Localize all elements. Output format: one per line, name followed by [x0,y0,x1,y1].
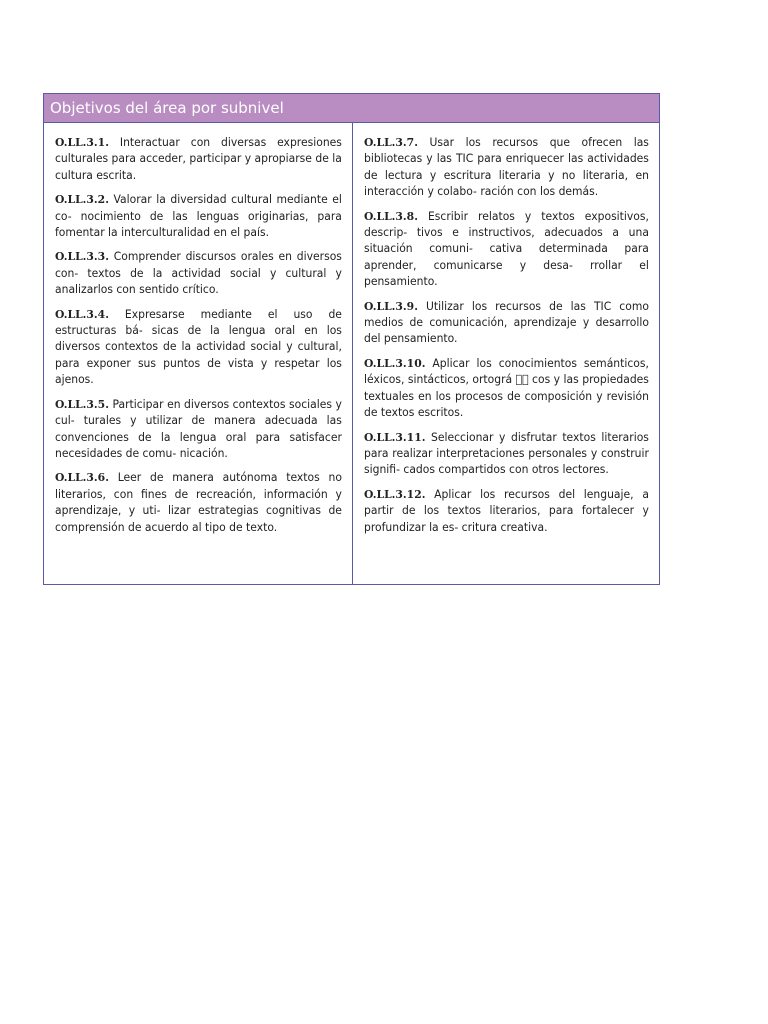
objective-text: Expresarse mediante el uso de estructuras bá- sicas de la lengua oral en los diversos contextos de la actividad social y cultural, para exponer sus puntos de vista y respetar los ajenos. [55,306,342,387]
objective-item [364,486,649,535]
objective-code: O.LL.3.2. [55,192,109,207]
objective-item [364,134,649,200]
objective-text: Aplicar los recursos del lenguaje, a partir de los textos literarios, para fortalecer y profundizar la es- critura creativa. [364,486,649,534]
objective-item [364,208,649,290]
objectives-table [43,93,660,585]
right-column [353,123,659,584]
objective-text: Comprender discursos orales en diversos con- textos de la actividad social y cultural y analizarlos con sentido crítico. [55,249,342,297]
objective-code: O.LL.3.3. [55,249,109,264]
objective-code: O.LL.3.10. [364,355,426,370]
objective-code: O.LL.3.12. [364,486,426,501]
objective-item [55,469,342,535]
objective-code: O.LL.3.1. [55,135,109,149]
objective-item [364,355,649,421]
objective-code: O.LL.3.7. [364,135,418,149]
objective-text: Utilizar los recursos de las TIC como medios de comunicación, aprendizaje y desarrollo del pensamiento. [364,298,649,346]
objective-code: O.LL.3.5. [55,396,109,411]
objective-text: Participar en diversos contextos sociales y cul- turales y utilizar de manera adecuada las convenciones de la lengua oral para satisfacer necesidades de comu- nicación. [55,396,342,460]
left-column [44,123,353,584]
objective-item [55,248,342,297]
objective-code: O.LL.3.4. [55,306,109,321]
objective-item [55,306,342,388]
objective-text: Leer de manera autónoma textos no literarios, con fines de recreación, información y aprendizaje, y uti- lizar estrategias cognitivas de comprensión de acuerdo al tipo de texto. [55,470,342,534]
table-body [44,123,659,584]
objective-text: Seleccionar y disfrutar textos literarios para realizar interpretaciones personales y construir signifi- cados compartidos con otros lectores. [364,429,649,477]
objective-text: Aplicar los conocimientos semánticos, léxicos, sintácticos, ortográ ￾￾ cos y las propiedades textuales en los procesos de composición y revisión de textos escritos. [364,355,649,420]
objective-item [55,134,342,183]
objective-text: Valorar la diversidad cultural mediante el co- nocimiento de las lenguas originarias, para fomentar la interculturalidad en el país. [55,192,342,240]
objective-code: O.LL.3.8. [364,208,418,223]
objective-code: O.LL.3.11. [364,429,426,444]
objective-text: Escribir relatos y textos expositivos, descrip- tivos e instructivos, adecuados a una situación comuni- cativa determinada para aprender, comunicarse y desa- rrollar el pensamiento. [364,208,649,289]
objective-text: Interactuar con diversas expresiones culturales para acceder, participar y apropiarse de la cultura escrita. [55,135,342,182]
objective-code: O.LL.3.9. [364,298,418,313]
objective-item [364,429,649,478]
objective-item [55,191,342,240]
objective-item [364,298,649,347]
objective-item [55,396,342,462]
objective-text: Usar los recursos que ofrecen las bibliotecas y las TIC para enriquecer las actividades de lectura y escritura literaria y no literaria, en interacción y colabo- ración con los demás. [364,135,649,199]
objective-code: O.LL.3.6. [55,470,109,485]
table-header: Objetivos del área por subnivel [44,94,659,123]
